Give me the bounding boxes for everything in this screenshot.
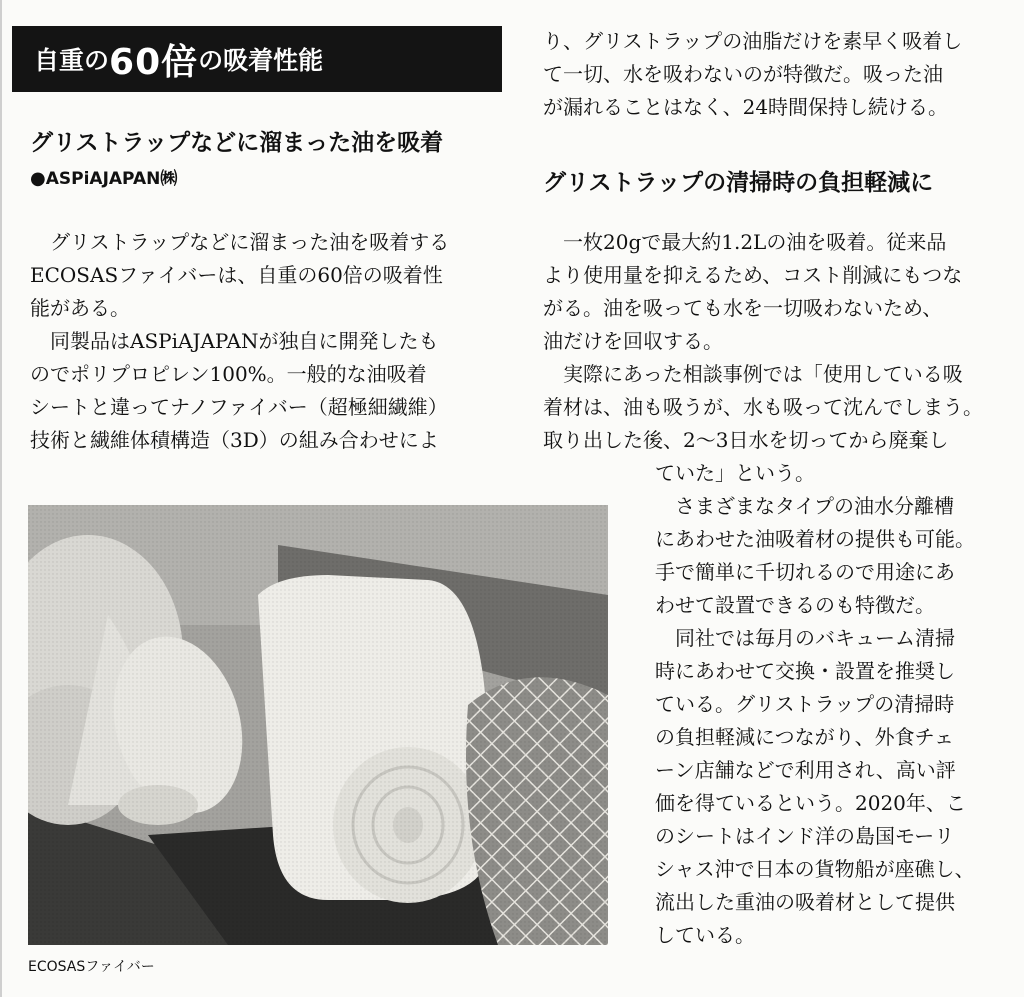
body-line: り、グリストラップの油脂だけを素早く吸着し: [543, 29, 963, 53]
body-line: 流出した重油の吸着材として提供: [655, 890, 955, 914]
article-banner: [12, 26, 502, 92]
body-line: シートと違ってナノファイバー（超極細繊維）: [30, 395, 448, 419]
body-line: ていた」という。: [655, 461, 815, 485]
body-line: している。: [655, 923, 755, 947]
article-headline: グリストラップなどに溜まった油を吸着: [30, 130, 444, 156]
left-body-column: [30, 226, 502, 457]
banner-suffix: の吸着性能: [198, 46, 324, 75]
body-line: 手で簡単に千切れるので用途にあ: [655, 560, 955, 584]
photo-caption: ECOSASファイバー: [28, 959, 155, 975]
section-subheadline: グリストラップの清掃時の負担軽減に: [543, 170, 934, 196]
body-line: 同製品はASPiAJAPANが独自に開発したも: [30, 329, 439, 353]
body-line: のでポリプロピレン100%。一般的な油吸着: [30, 362, 427, 386]
body-line: がる。油を吸っても水を一切吸わないため、: [543, 296, 943, 320]
product-photo: [28, 505, 608, 945]
body-line: さまざまなタイプの油水分離槽: [655, 494, 954, 518]
body-line: わせて設置できるのも特徴だ。: [655, 593, 935, 617]
body-line: 同社では毎月のバキューム清掃: [655, 626, 955, 650]
body-line: より使用量を抑えるため、コスト削減にもつな: [543, 263, 963, 287]
product-photo-illustration: [28, 505, 608, 945]
page-edge-rule: [0, 0, 2, 997]
right-mid-column: [543, 226, 993, 457]
body-line: 技術と繊維体積構造（3D）の組み合わせによ: [30, 428, 439, 452]
body-line: 取り出した後、2〜3日水を切ってから廃棄し: [543, 428, 949, 452]
body-line: 油だけを回収する。: [543, 329, 723, 353]
company-name: ASPiAJAPAN㈱: [45, 169, 178, 189]
body-line: 一枚20gで最大約1.2Lの油を吸着。従来品: [543, 230, 947, 254]
body-line: ている。グリストラップの清掃時: [655, 692, 955, 716]
bullet-icon: ●: [30, 168, 46, 189]
banner-prefix: 自重の: [34, 46, 110, 75]
body-line: 実際にあった相談事例では「使用している吸: [543, 362, 963, 386]
body-line: シャス沖で日本の貨物船が座礁し、: [655, 857, 975, 881]
body-line: グリストラップなどに溜まった油を吸着する: [30, 230, 450, 254]
body-line: て一切、水を吸わないのが特徴だ。吸った油: [543, 62, 943, 86]
body-line: の負担軽減につながり、外食チェ: [655, 725, 954, 749]
body-line: ECOSASファイバーは、自重の60倍の吸着性: [30, 263, 443, 287]
body-line: 着材は、油も吸うが、水も吸って沈んでしまう。: [543, 395, 983, 419]
right-narrow-column: [655, 457, 995, 952]
body-line: 能がある。: [30, 296, 130, 320]
body-line: にあわせた油吸着材の提供も可能。: [655, 527, 975, 551]
body-line: のシートはインド洋の島国モーリ: [655, 824, 955, 848]
right-top-column: [543, 25, 993, 124]
body-line: が漏れることはなく、24時間保持し続ける。: [543, 95, 949, 119]
banner-highlight: 60倍: [109, 41, 199, 83]
company-credit: [30, 164, 177, 189]
body-line: 価を得ているという。2020年、こ: [655, 791, 966, 815]
body-line: ーン店舗などで利用され、高い評: [655, 758, 956, 782]
body-line: 時にあわせて交換・設置を推奨し: [655, 659, 955, 683]
